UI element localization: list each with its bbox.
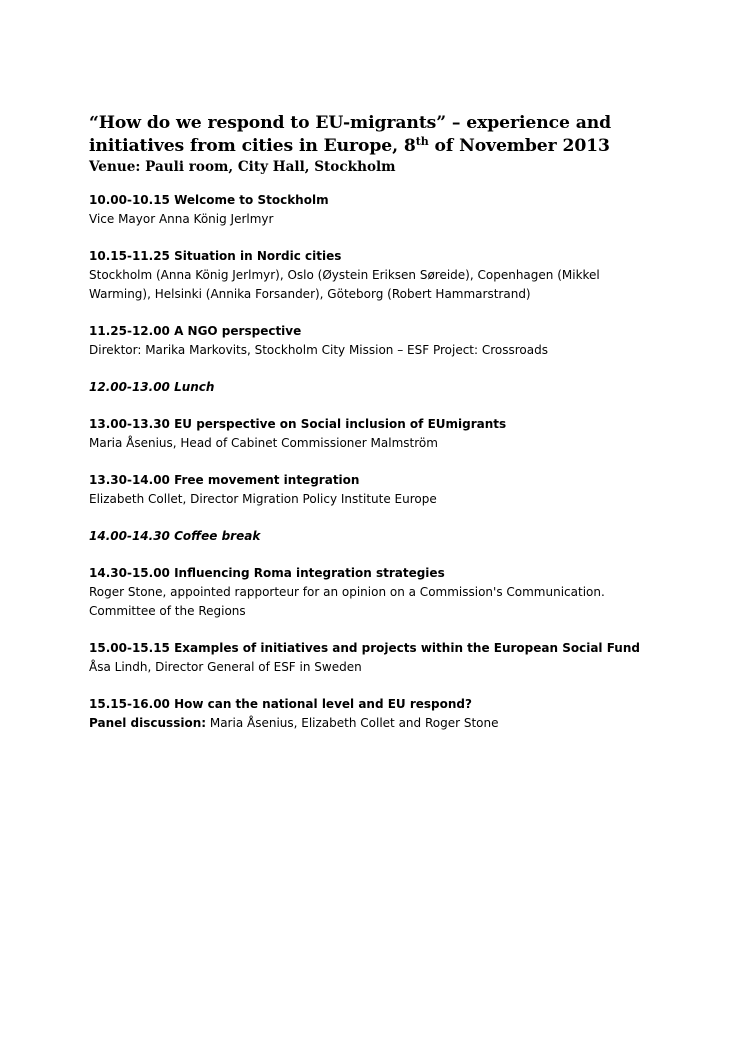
agenda-item-welcome xyxy=(89,191,689,229)
agenda-item-speaker: Maria Åsenius, Head of Cabinet Commissioner Malmström xyxy=(89,436,438,450)
agenda-item-speakers-line-1: Stockholm (Anna König Jerlmyr), Oslo (Øystein Eriksen Søreide), Copenhagen (Mikkel xyxy=(89,268,600,282)
agenda-list xyxy=(89,191,689,733)
agenda-item-heading: 10.15-11.25 Situation in Nordic cities xyxy=(89,249,342,263)
agenda-item-eu-perspective xyxy=(89,415,689,453)
agenda-item-national-eu-response xyxy=(89,695,689,733)
title-line-2-end: of November 2013 xyxy=(428,136,610,156)
agenda-item-speakers-line-2: Warming), Helsinki (Annika Forsander), Göteborg (Robert Hammarstrand) xyxy=(89,287,531,301)
title-line-2-start: initiatives from cities in Europe, 8 xyxy=(89,136,416,156)
agenda-item-speaker: Vice Mayor Anna König Jerlmyr xyxy=(89,212,274,226)
agenda-item-heading: 11.25-12.00 A NGO perspective xyxy=(89,324,302,338)
agenda-item-heading: 15.00-15.15 Examples of initiatives and projects within the European Social Fund xyxy=(89,641,640,655)
agenda-item-nordic-cities xyxy=(89,247,689,304)
title-ordinal-suffix: th xyxy=(415,135,429,148)
agenda-item-roma-integration xyxy=(89,564,689,621)
panel-discussion-speakers: Maria Åsenius, Elizabeth Collet and Roger Stone xyxy=(206,716,499,730)
agenda-break-heading: 14.00-14.30 Coffee break xyxy=(89,529,261,543)
agenda-item-speaker: Åsa Lindh, Director General of ESF in Sweden xyxy=(89,660,362,674)
agenda-item-free-movement xyxy=(89,471,689,509)
panel-discussion-line xyxy=(89,714,689,733)
agenda-break-heading: 12.00-13.00 Lunch xyxy=(89,380,215,394)
title-line-1: “How do we respond to EU-migrants” – experience and xyxy=(89,113,612,133)
agenda-item-heading: 15.15-16.00 How can the national level and EU respond? xyxy=(89,697,472,711)
agenda-item-esf-examples xyxy=(89,639,689,677)
agenda-item-speaker: Elizabeth Collet, Director Migration Policy Institute Europe xyxy=(89,492,437,506)
agenda-item-ngo-perspective xyxy=(89,322,689,360)
agenda-item-heading: 10.00-10.15 Welcome to Stockholm xyxy=(89,193,329,207)
agenda-item-lunch xyxy=(89,378,689,397)
agenda-item-speaker-line-2: Committee of the Regions xyxy=(89,604,246,618)
agenda-document xyxy=(89,112,689,751)
agenda-item-speaker: Direktor: Marika Markovits, Stockholm City Mission – ESF Project: Crossroads xyxy=(89,343,548,357)
agenda-item-speaker-line-1: Roger Stone, appointed rapporteur for an opinion on a Commission's Communication. xyxy=(89,585,605,599)
agenda-item-heading: 13.00-13.30 EU perspective on Social inclusion of EUmigrants xyxy=(89,417,507,431)
venue-line: Venue: Pauli room, City Hall, Stockholm xyxy=(89,159,396,175)
agenda-item-heading: 14.30-15.00 Influencing Roma integration strategies xyxy=(89,566,445,580)
panel-discussion-label: Panel discussion: xyxy=(89,716,207,730)
agenda-item-coffee-break xyxy=(89,527,689,546)
document-title xyxy=(89,112,689,158)
agenda-item-heading: 13.30-14.00 Free movement integration xyxy=(89,473,360,487)
